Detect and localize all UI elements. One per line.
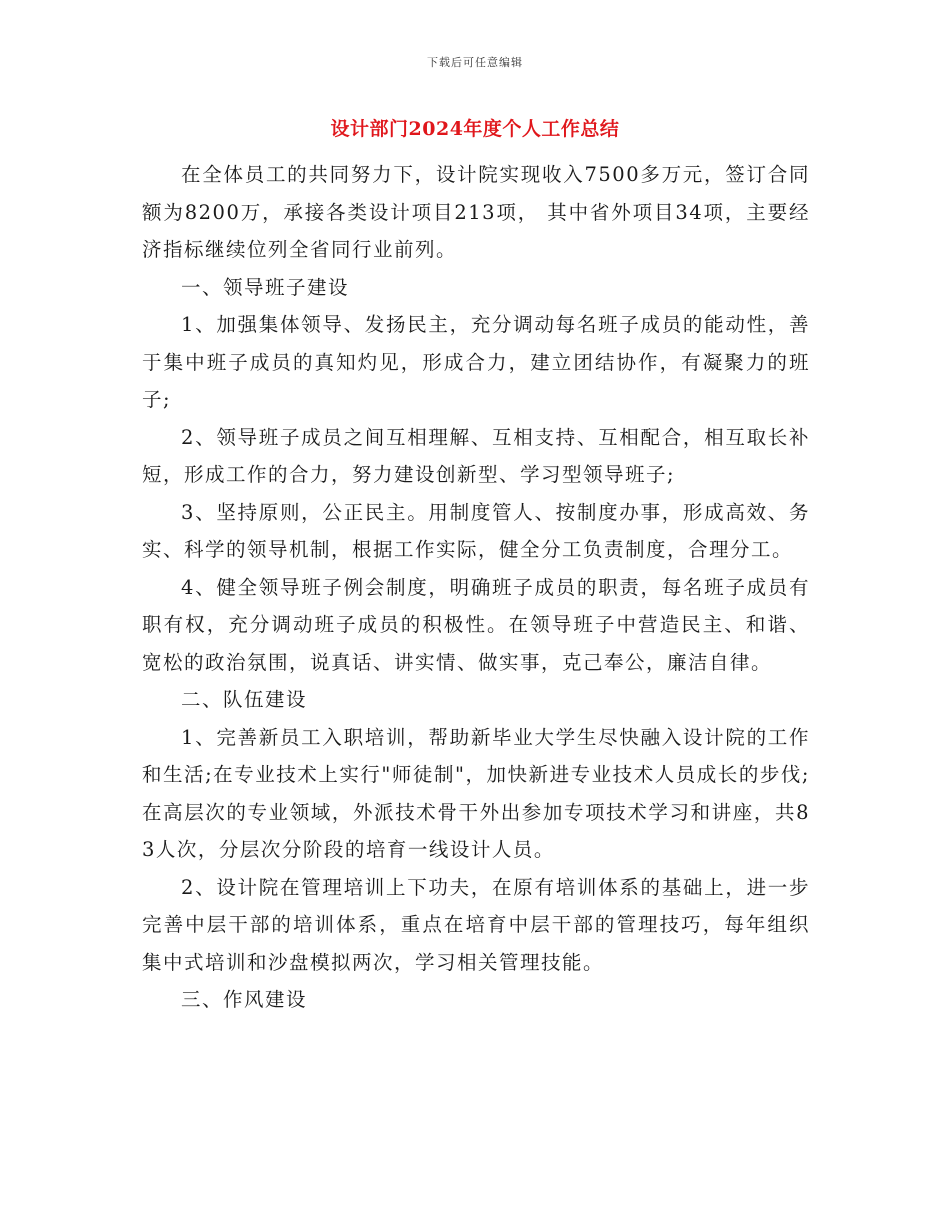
document-title: 设计部门2024年度个人工作总结 bbox=[330, 118, 620, 140]
paragraph-intro: 在全体员工的共同努力下，设计院实现收入7500多万元，签订合同额为8200万，承接各类设计项目213项， 其中省外项目34项，主要经济指标继续位列全省同行业前列。 bbox=[142, 163, 810, 261]
paragraph-leadership-3: 3、坚持原则，公正民主。用制度管人、按制度办事，形成高效、务实、科学的领导机制，根据工作实际，健全分工负责制度，合理分工。 bbox=[142, 500, 810, 561]
document-body bbox=[142, 156, 810, 1019]
paragraph-team-1: 1、完善新员工入职培训，帮助新毕业大学生尽快融入设计院的工作和生活;在专业技术上实行"师徒制"，加快新进专业技术人员成长的步伐;在高层次的专业领域，外派技术骨干外出参加专项技术学习和讲座，共83人次，分层次分阶段的培育一线设计人员。 bbox=[142, 725, 810, 861]
paragraph-leadership-1: 1、加强集体领导、发扬民主，充分调动每名班子成员的能动性，善于集中班子成员的真知灼见，形成合力，建立团结协作，有凝聚力的班子; bbox=[142, 313, 810, 411]
section-heading-team: 二、队伍建设 bbox=[181, 688, 308, 711]
section-heading-style: 三、作风建设 bbox=[181, 988, 308, 1011]
section-heading-leadership: 一、领导班子建设 bbox=[181, 275, 350, 299]
paragraph-team-2: 2、设计院在管理培训上下功夫，在原有培训体系的基础上，进一步完善中层干部的培训体系，重点在培育中层干部的管理技巧，每年组织集中式培训和沙盘模拟两次，学习相关管理技能。 bbox=[142, 875, 810, 974]
paragraph-leadership-4: 4、健全领导班子例会制度，明确班子成员的职责，每名班子成员有职有权，充分调动班子成员的积极性。在领导班子中营造民主、和谐、宽松的政治氛围，说真话、讲实情、做实事，克己奉公，廉洁自律。 bbox=[142, 575, 810, 674]
paragraph-leadership-2: 2、领导班子成员之间互相理解、互相支持、互相配合，相互取长补短，形成工作的合力，努力建设创新型、学习型领导班子; bbox=[142, 425, 810, 486]
header-note: 下载后可任意编辑 bbox=[427, 56, 523, 69]
